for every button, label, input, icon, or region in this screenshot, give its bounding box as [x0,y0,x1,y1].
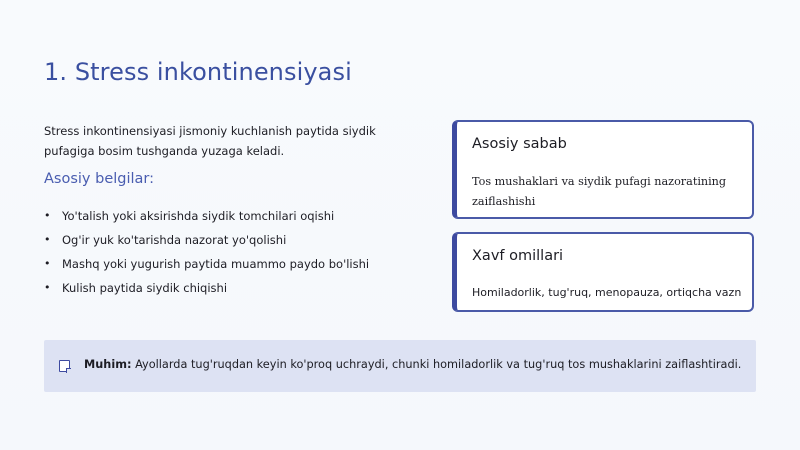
bullet-icon: • [44,281,51,294]
bullet-icon: • [44,233,51,246]
bullet-icon: • [44,257,51,270]
note-text [84,358,741,371]
list-item-text: Yo'talish yoki aksirishda siydik tomchilari oqishi [62,209,335,223]
card-title: Asosiy sabab [472,136,567,152]
list-item [44,252,369,276]
note-body: Ayollarda tug'ruqdan keyin ko'proq uchraydi, chunki homiladorlik va tug'ruq tos mushaklarini zaiflashtiradi. [131,358,742,371]
card-body: Homiladorlik, tug'ruq, menopauza, ortiqcha vazn [472,286,742,299]
note-icon [59,360,70,372]
list-item [44,228,369,252]
signs-heading: Asosiy belgilar: [44,171,155,187]
card-main-cause [452,120,754,219]
intro-text: Stress inkontinensiyasi jismoniy kuchlanish paytida siydik pufagiga bosim tushganda yuzaga keladi. [44,124,376,158]
signs-list [44,204,369,300]
list-item-text: Mashq yoki yugurish paytida muammo paydo bo'lishi [62,257,370,271]
card-risk-factors [452,232,754,312]
card-title: Xavf omillari [472,248,564,264]
list-item-text: Kulish paytida siydik chiqishi [62,281,228,295]
list-item [44,276,369,300]
card-body: Tos mushaklari va siydik pufagi nazoratining zaiflashishi [472,175,727,208]
list-item-text: Og'ir yuk ko'tarishda nazorat yo'qolishi [62,233,287,247]
bullet-icon: • [44,209,51,222]
note-label: Muhim: [84,358,132,371]
slide-title: 1. Stress inkontinensiyasi [44,58,352,86]
list-item [44,204,369,228]
important-note [44,340,756,392]
